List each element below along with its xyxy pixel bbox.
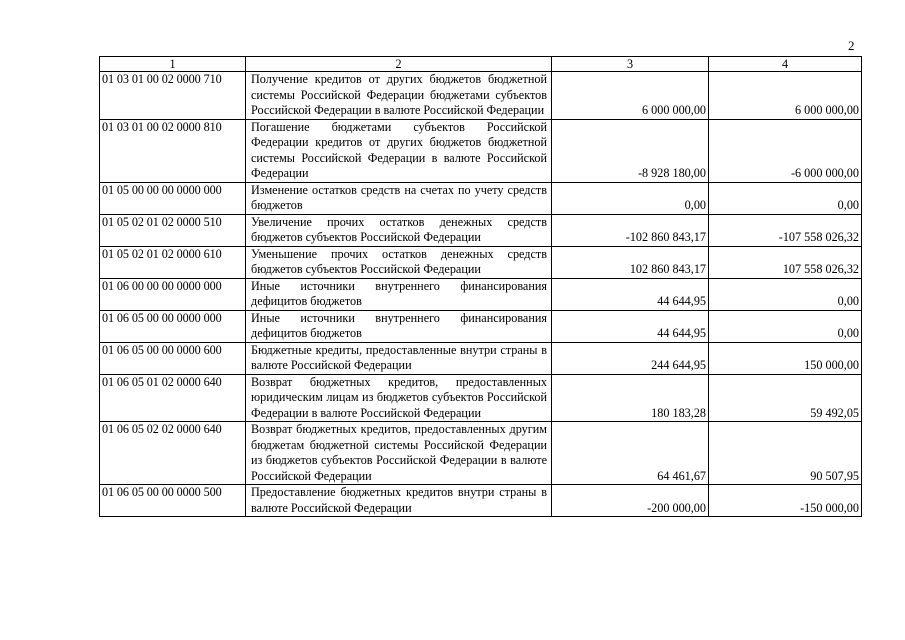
row-value-col4: -6 000 000,00 [709, 119, 862, 182]
row-value-col3: 6 000 000,00 [552, 72, 709, 120]
row-value-col4: 90 507,95 [709, 422, 862, 485]
row-name: Иные источники внутреннего финансирования дефицитов бюджетов [246, 278, 552, 310]
row-name: Возврат бюджетных кредитов, предоставленных юридическим лицам из бюджетов субъектов Российской Федерации в валюте Российской Федерации [246, 374, 552, 422]
row-value-col3: 102 860 843,17 [552, 246, 709, 278]
row-code: 01 06 05 00 00 0000 500 [100, 485, 246, 517]
row-value-col4: 0,00 [709, 310, 862, 342]
row-value-col4: -107 558 026,32 [709, 214, 862, 246]
row-code: 01 06 05 00 00 0000 000 [100, 310, 246, 342]
table-row [100, 310, 862, 342]
row-name: Уменьшение прочих остатков денежных средств бюджетов субъектов Российской Федерации [246, 246, 552, 278]
row-value-col3: 44 644,95 [552, 310, 709, 342]
table-row [100, 278, 862, 310]
row-value-col4: 59 492,05 [709, 374, 862, 422]
column-header-4: 4 [709, 57, 862, 72]
table-row [100, 182, 862, 214]
row-code: 01 05 02 01 02 0000 510 [100, 214, 246, 246]
table-row [100, 246, 862, 278]
row-code: 01 05 02 01 02 0000 610 [100, 246, 246, 278]
row-value-col3: -8 928 180,00 [552, 119, 709, 182]
row-value-col3: 64 461,67 [552, 422, 709, 485]
row-value-col3: 44 644,95 [552, 278, 709, 310]
row-value-col4: 107 558 026,32 [709, 246, 862, 278]
table-header-row [100, 57, 862, 72]
table-row [100, 214, 862, 246]
row-value-col4: 6 000 000,00 [709, 72, 862, 120]
row-code: 01 06 00 00 00 0000 000 [100, 278, 246, 310]
table-row [100, 119, 862, 182]
row-code: 01 03 01 00 02 0000 810 [100, 119, 246, 182]
budget-sources-table [99, 56, 862, 517]
row-name: Изменение остатков средств на счетах по учету средств бюджетов [246, 182, 552, 214]
row-value-col3: -102 860 843,17 [552, 214, 709, 246]
column-header-3: 3 [552, 57, 709, 72]
row-name: Бюджетные кредиты, предоставленные внутри страны в валюте Российской Федерации [246, 342, 552, 374]
row-value-col4: 0,00 [709, 278, 862, 310]
row-value-col4: 0,00 [709, 182, 862, 214]
row-value-col3: 180 183,28 [552, 374, 709, 422]
row-code: 01 06 05 01 02 0000 640 [100, 374, 246, 422]
table-row [100, 485, 862, 517]
row-name: Погашение бюджетами субъектов Российской Федерации кредитов от других бюджетов бюджетной системы Российской Федерации в валюте Российской Федерации [246, 119, 552, 182]
row-code: 01 05 00 00 00 0000 000 [100, 182, 246, 214]
table-row [100, 422, 862, 485]
table-row [100, 342, 862, 374]
table-row [100, 72, 862, 120]
column-header-1: 1 [100, 57, 246, 72]
row-value-col3: 244 644,95 [552, 342, 709, 374]
row-name: Возврат бюджетных кредитов, предоставленных другим бюджетам бюджетной системы Российской Федерации из бюджетов субъектов Российской Федерации в валюте Российской Федерации [246, 422, 552, 485]
page-number: 2 [848, 38, 855, 53]
row-name: Увеличение прочих остатков денежных средств бюджетов субъектов Российской Федерации [246, 214, 552, 246]
row-value-col4: -150 000,00 [709, 485, 862, 517]
row-code: 01 06 05 00 00 0000 600 [100, 342, 246, 374]
row-code: 01 03 01 00 02 0000 710 [100, 72, 246, 120]
row-value-col4: 150 000,00 [709, 342, 862, 374]
row-name: Предоставление бюджетных кредитов внутри страны в валюте Российской Федерации [246, 485, 552, 517]
column-header-2: 2 [246, 57, 552, 72]
row-value-col3: -200 000,00 [552, 485, 709, 517]
row-name: Получение кредитов от других бюджетов бюджетной системы Российской Федерации бюджетами субъектов Российской Федерации в валюте Российской Федерации [246, 72, 552, 120]
row-name: Иные источники внутреннего финансирования дефицитов бюджетов [246, 310, 552, 342]
row-value-col3: 0,00 [552, 182, 709, 214]
table-row [100, 374, 862, 422]
row-code: 01 06 05 02 02 0000 640 [100, 422, 246, 485]
